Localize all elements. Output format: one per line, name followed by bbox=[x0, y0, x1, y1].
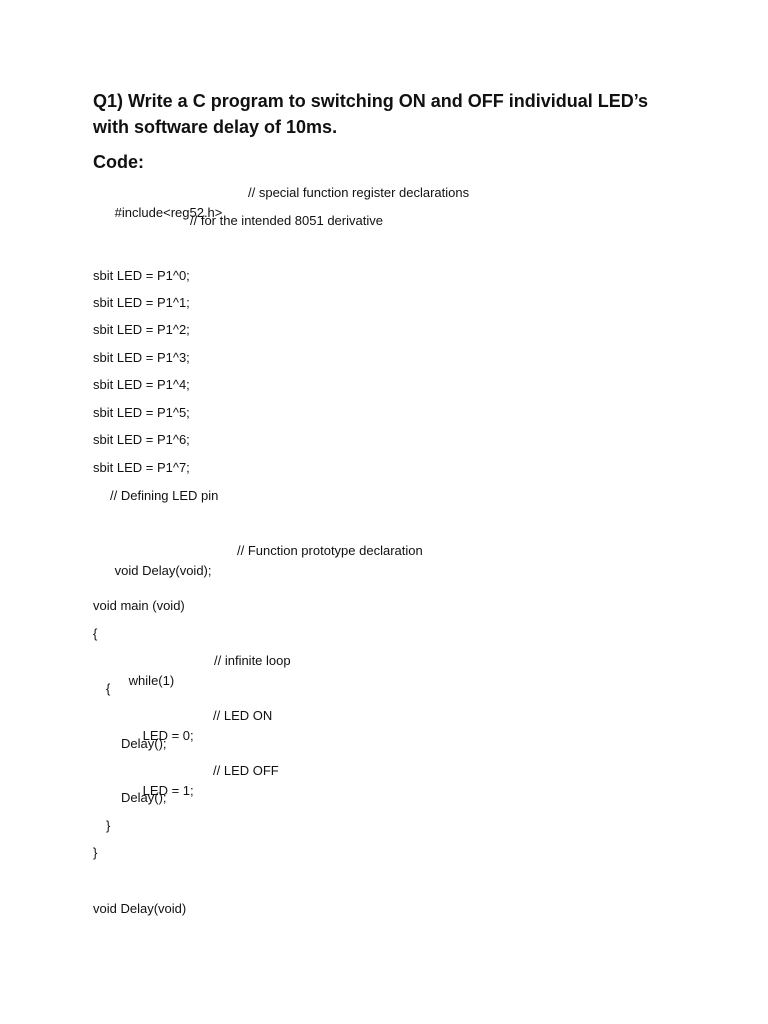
code-line-while-open-brace: { bbox=[106, 681, 111, 696]
code-line-prototype bbox=[93, 541, 423, 578]
code-led-on-text: LED = 0; bbox=[142, 728, 194, 743]
question-heading bbox=[93, 88, 693, 140]
code-prototype-comment: // Function prototype declaration bbox=[237, 543, 423, 558]
code-while-comment: // infinite loop bbox=[214, 653, 291, 668]
code-prototype-text: void Delay(void); bbox=[114, 563, 212, 578]
code-line-led-on bbox=[121, 706, 273, 743]
code-line-sbit-0: sbit LED = P1^0; bbox=[93, 268, 190, 283]
code-line-sbit-comment: // Defining LED pin bbox=[110, 488, 219, 503]
code-line-delay-definition: void Delay(void) bbox=[93, 901, 187, 916]
code-while-text: while(1) bbox=[128, 673, 175, 688]
question-line-2: with software delay of 10ms. bbox=[93, 117, 338, 137]
code-line-include-comment2: // for the intended 8051 derivative bbox=[190, 213, 383, 228]
code-label: Code: bbox=[93, 152, 144, 172]
code-line-sbit-2: sbit LED = P1^2; bbox=[93, 322, 190, 337]
code-led-on-comment: // LED ON bbox=[213, 708, 273, 723]
code-line-sbit-5: sbit LED = P1^5; bbox=[93, 405, 190, 420]
code-include-text: #include<reg52.h> bbox=[114, 205, 223, 220]
code-line-sbit-3: sbit LED = P1^3; bbox=[93, 350, 190, 365]
code-line-include bbox=[93, 183, 470, 220]
code-line-sbit-7: sbit LED = P1^7; bbox=[93, 460, 190, 475]
code-line-delay-call-1: Delay(); bbox=[121, 736, 167, 751]
code-line-sbit-4: sbit LED = P1^4; bbox=[93, 377, 190, 392]
code-line-main-open-brace: { bbox=[93, 626, 98, 641]
code-line-sbit-1: sbit LED = P1^1; bbox=[93, 295, 190, 310]
question-line-1: Q1) Write a C program to switching ON and OFF individual LED’s bbox=[93, 91, 649, 111]
code-include-comment: // special function register declarations bbox=[248, 185, 470, 200]
code-line-while bbox=[107, 651, 291, 688]
code-line-while-close-brace: } bbox=[106, 818, 111, 833]
code-led-off-text: LED = 1; bbox=[142, 783, 194, 798]
code-line-main-close-brace: } bbox=[93, 845, 98, 860]
code-led-off-comment: // LED OFF bbox=[213, 763, 279, 778]
code-line-main-signature: void main (void) bbox=[93, 598, 185, 613]
code-line-delay-call-2: Delay(); bbox=[121, 790, 167, 805]
code-line-sbit-6: sbit LED = P1^6; bbox=[93, 432, 190, 447]
